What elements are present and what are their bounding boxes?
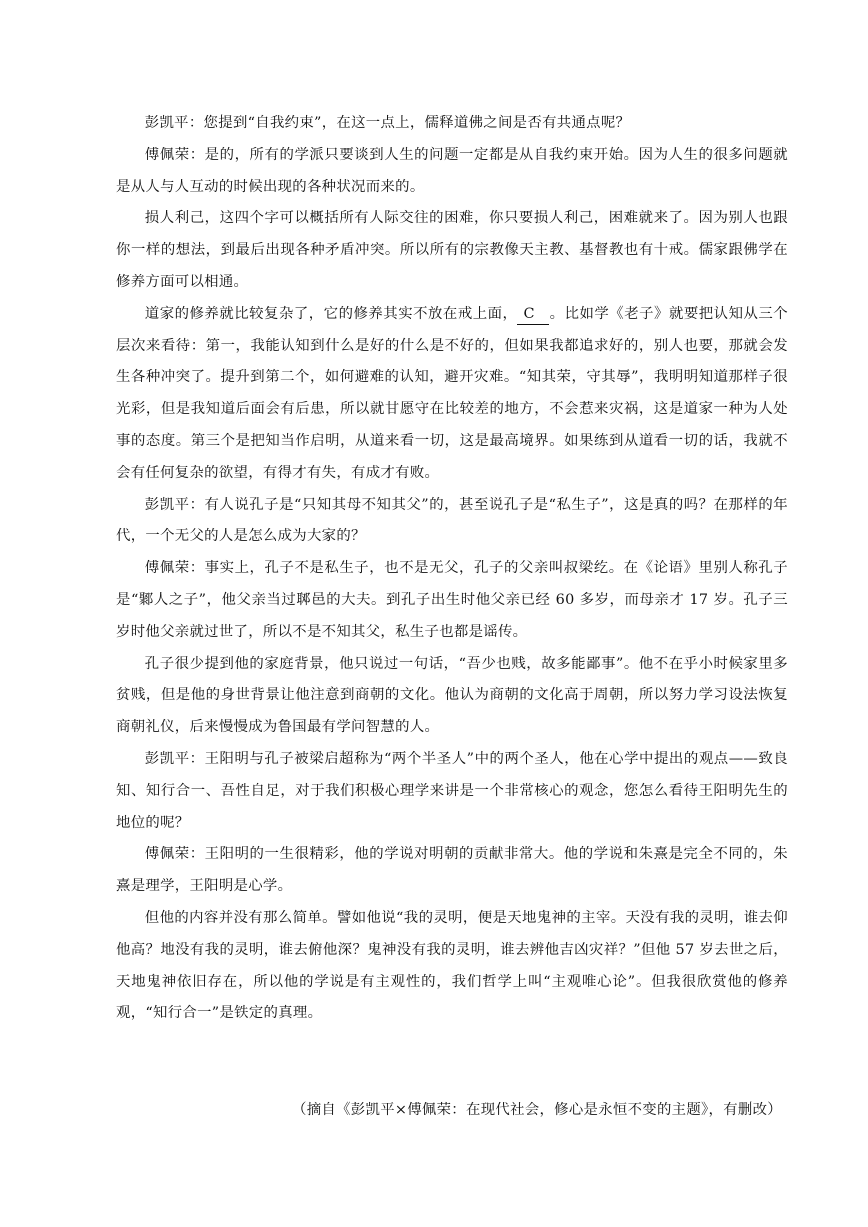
paragraph-10: 但他的内容并没有那么简单。譬如他说“我的灵明，便是天地鬼神的主宰。天没有我的灵明，谁去仰他高？地没有我的灵明，谁去俯他深？鬼神没有我的灵明，谁去辨他吉凶灾祥？”但他 57 岁去世之后，天地鬼神依旧存在，所以他的学说是有主观性的，我们哲学上叫“主观唯心论”。但我很欣赏他的修养观，“知行合一”是铁定的真理。: [116, 909, 788, 1022]
paragraph-4-after-blank: 。比如学《老子》就要把认知从三个层次来看待：第一，我能认知到什么是好的什么是不好的，但如果我都追求好的，别人也要，那就会发生各种冲突了。提升到第二个，如何避难的认知，避开灾难。“知其荣，守其辱”，我明明知道那样子很光彩，但是我知道后面会有后患，所以就甘愿守在比较差的地方，不会惹来灾祸，这是道家一种为人处事的态度。第三个是把知当作启明，从道来看一切，这是最高境界。如果练到从道看一切的话，我就不会有任何复杂的欲望，有得才有失，有成才有败。: [116, 305, 788, 481]
paragraph-5: 彭凯平：有人说孔子是“只知其母不知其父”的，甚至说孔子是“私生子”，这是真的吗？在那样的年代，一个无父的人是怎么成为大家的？: [116, 496, 788, 545]
answer-blank: C: [517, 304, 549, 325]
paragraph-2: 傅佩荣：是的，所有的学派只要谈到人生的问题一定都是从自我约束开始。因为人生的很多问题就是从人与人互动的时候出现的各种状况而来的。: [116, 146, 788, 195]
paragraph-1: 彭凯平：您提到“自我约束”，在这一点上，儒释道佛之间是否有共通点呢？: [144, 115, 631, 131]
paragraph-3: 损人利己，这四个字可以概括所有人际交往的困难，你只要损人利己，困难就来了。因为别人也跟你一样的想法，到最后出现各种矛盾冲突。所以所有的宗教像天主教、基督教也有十戒。儒家跟佛学在修养方面可以相通。: [116, 210, 788, 290]
paragraph-4-before-blank: 道家的修养就比较复杂了，它的修养其实不放在戒上面，: [144, 305, 518, 322]
paragraph-7: 孔子很少提到他的家庭背景，他只说过一句话，“吾少也贱，故多能鄙事”。他不在乎小时候家里多贫贱，但是他的身世背景让他注意到商朝的文化。他认为商朝的文化高于周朝，所以努力学习设法恢复商朝礼仪，后来慢慢成为鲁国最有学问智慧的人。: [116, 655, 788, 736]
source-citation: （摘自《彭凯平×傅佩荣：在现代社会，修心是永恒不变的主题》，有删改）: [292, 1102, 782, 1118]
paragraph-9: 傅佩荣：王阳明的一生很精彩，他的学说对明朝的贡献非常大。他的学说和朱熹是完全不同的，朱熹是理学，王阳明是心学。: [116, 846, 788, 895]
paragraph-8: 彭凯平：王阳明与孔子被梁启超称为“两个半圣人”中的两个圣人，他在心学中提出的观点——致良知、知行合一、吾性自足，对于我们积极心理学来讲是一个非常核心的观念，您怎么看待王阳明先生的地位的呢？: [116, 750, 788, 831]
article-body: [116, 108, 788, 1030]
paragraph-6: 傅佩荣：事实上，孔子不是私生子，也不是无父，孔子的父亲叫叔梁纥。在《论语》里别人称孔子是“鄹人之子”，他父亲当过郰邑的大夫。到孔子出生时他父亲已经 60 多岁，而母亲才 17 岁。孔子三岁时他父亲就过世了，所以不是不知其父，私生子也都是谣传。: [116, 560, 788, 640]
paragraph-4: [116, 299, 788, 490]
